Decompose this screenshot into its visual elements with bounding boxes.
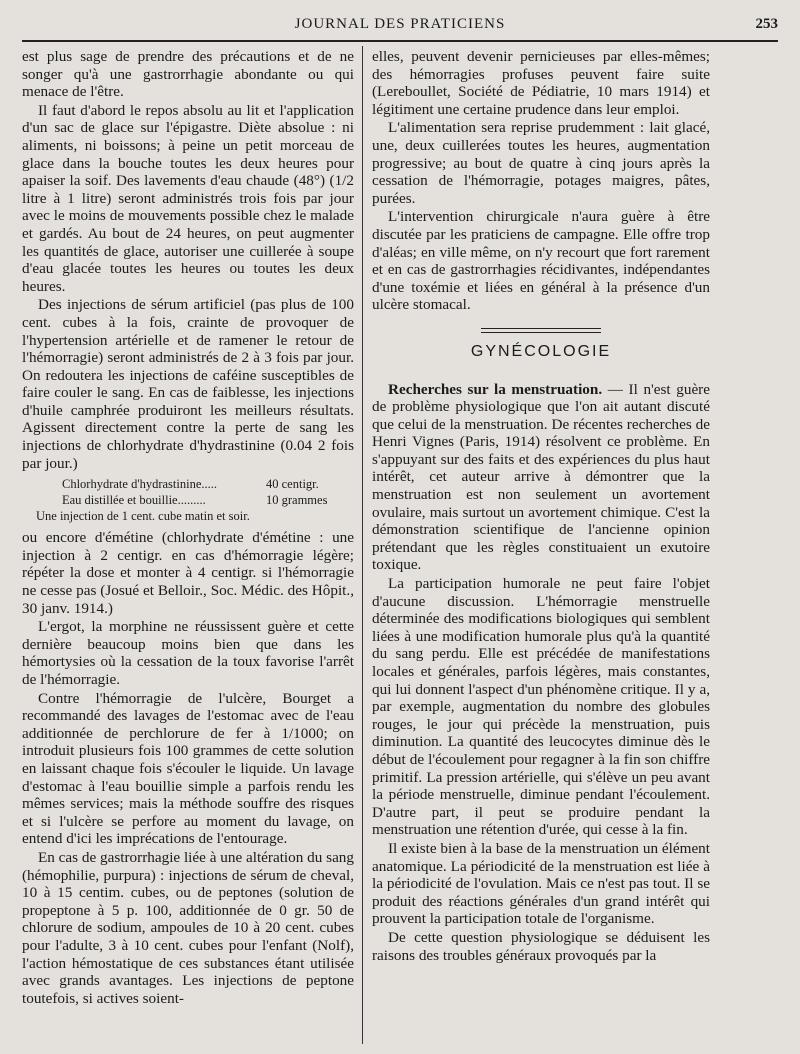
paragraph <box>372 381 710 575</box>
prescription-note: Une injection de 1 cent. cube matin et soir. <box>36 509 250 524</box>
page-number: 253 <box>755 16 778 32</box>
right-column <box>372 48 710 965</box>
page-header <box>22 14 778 36</box>
runin-heading: Recherches sur la menstruation. <box>388 380 603 398</box>
ingredient-dose: 10 grammes <box>266 493 328 508</box>
prescription-line <box>22 476 354 492</box>
paragraph: L'alimentation sera reprise prudemment : lait glacé, une, deux cuillerées toutes les heures, augmentation progressive; au bout de quatre à cinq jours après la cessation de l'hémorragie, potages maigres, pâtes, purées. <box>372 119 710 207</box>
paragraph: ou encore d'émétine (chlorhydrate d'émétine : une injection à 2 centigr. en cas d'hémorragie légère; répéter la dose et monter à 4 centigr. si l'hémorragie ne cesse pas (Josué et Belloir., Soc. Médic. des Hôpit., 30 janv. 1914.) <box>22 529 354 617</box>
paragraph: Il existe bien à la base de la menstruation un élément anatomique. La périodicité de la menstruation est liée à la périodicité de l'ovulation. Mais ce n'est pas tout. Il se produit des réactions générales d'un grand intérêt qui prouvent la participation totale de l'organisme. <box>372 839 710 928</box>
paragraph: Contre l'hémorragie de l'ulcère, Bourget a recommandé des lavages de l'estomac avec de l'eau additionnée de perchlorure de fer à 1/1000; on introduit plusieurs fois 100 grammes de cette solution en laissant chaque fois s'écouler le liquide. Un lavage d'estomac à l'eau bouillie simple a parfois rendu les mêmes services; mais la méthode souffre des risques et si l'ulcère se perfore au moment du lavage, on entend d'ici les imprécations de l'entourage. <box>22 689 354 848</box>
section-rule <box>481 328 601 333</box>
paragraph: Il faut d'abord le repos absolu au lit et l'application d'un sac de glace sur l'épigastre. Diète absolue : ni aliments, ni boissons; à peine un petit morceau de glace dans la bouche toutes les deux heures pour apaiser la soif. Des lavements d'eau chaude (48°) (1/2 litre à 1 litre) seront administrés trois fois par jour avec le moins de mouvements possible chez le malade et gardés. Au bout de 24 heures, on peut augmenter les quantités de glace, autoriser une cuillerée à soupe d'eau glacée toutes les heures ou toutes les deux heures. <box>22 101 354 295</box>
paragraph: elles, peuvent devenir pernicieuses par elles-mêmes; des hémorragies profuses peuvent faire suite (Lereboullet, Société de Pédiatrie, 10 mars 1914) et légitiment une certaine prudence dans leur emploi. <box>372 48 710 118</box>
paragraph: En cas de gastrorrhagie liée à une altération du sang (hémophilie, purpura) : injections de sérum de cheval, 10 à 15 centim. cubes, ou de peptones (solution de propeptone à 5 p. 100, additionnée de 0 gr. 50 de chlorure de sodium, ampoules de 10 à 20 cent. cubes pour l'adulte, 3 à 10 cent. cubes pour l'enfant (Nolf), l'action hémostatique de ces substances étant utilisée avec grands avantages. Les injections de peptone toutefois, si actives soient- <box>22 848 354 1007</box>
column-divider <box>362 46 363 1044</box>
paragraph-text: — Il n'est guère de problème physiologique que l'on ait autant discuté que celui de la menstruation. De récentes recherches de Henri Vignes (Paris, 1914) résolvent ce problème. En s'appuyant sur des faits et des expériences du plus haut intérêt, cet auteur arrive à démontrer que la menstruation est non seulement un avortement ovulaire, mais surtout un avortement chimique. C'est la démonstration scientifique de l'ancienne opinion prétendant que les règles constituaient un exutoire toxique. <box>372 380 710 574</box>
paragraph: De cette question physiologique se déduisent les raisons des troubles généraux provoqués par la <box>372 928 710 964</box>
prescription <box>22 476 354 524</box>
paragraph: L'intervention chirurgicale n'aura guère à être discutée par les praticiens de campagne. Elle offre trop d'aléas; en ville même, on n'y recourt que fort rarement et en cas de gastrorrhagies récidivantes, indépendantes d'une toxémie et liées en général à la présence d'un ulcère stomacal. <box>372 208 710 314</box>
paragraph: est plus sage de prendre des précautions et de ne songer qu'à une gastrorrhagie abondante ou qui menace de l'être. <box>22 48 354 101</box>
ingredient-dose: 40 centigr. <box>266 477 319 492</box>
header-rule <box>22 40 778 42</box>
ingredient-name: Eau distillée et bouillie......... <box>62 493 206 508</box>
section-heading: GYNÉCOLOGIE <box>470 342 612 360</box>
running-title: JOURNAL DES PRATICIENS <box>294 16 506 32</box>
ingredient-name: Chlorhydrate d'hydrastinine..... <box>62 477 217 492</box>
paragraph: La participation humorale ne peut faire l'objet d'aucune discussion. L'hémorragie menstruelle déterminée des modifications biologiques qui semblent liées à une modification humorale plus qu'à la quantité du sang perdu. Elle est précédée de manifestations locales et générales, parfois légères, mais constantes, qui lui donnent l'aspect d'un phénomène critique. Il y a, par exemple, augmentation du nombre des globules rouges, le jour qui précède la menstruation, puis diminution. La quantité des leucocytes diminue dès le début de l'écoulement pour regagner à la fin son chiffre primitif. La pression artérielle, qui s'élève un peu avant la période menstruelle, diminue pendant l'écoulement. D'autre part, il peut se produire pendant la menstruation une rétention d'urée, qui cesse à la fin. <box>372 575 710 839</box>
prescription-line <box>22 492 354 508</box>
paragraph: Des injections de sérum artificiel (pas plus de 100 cent. cubes à la fois, crainte de provoquer de l'hypertension artérielle et de ramener le retour de l'hémorragie) seront administrés de 2 à 3 fois par jour. On redoutera les injections de caféine susceptibles de faire couler le sang. En cas de faiblesse, les injections d'huile camphrée produiront les meilleurs résultats. Agissent directement contre la perte de sang les injections de chlorhydrate d'hydrastinine (0.04 2 fois par jour.) <box>22 296 354 472</box>
left-column <box>22 48 354 1008</box>
paragraph: L'ergot, la morphine ne réussissent guère et cette dernière beaucoup moins bien que dans les hémortysies où la cessation de la toux favorise l'arrêt de l'hémorragie. <box>22 618 354 688</box>
